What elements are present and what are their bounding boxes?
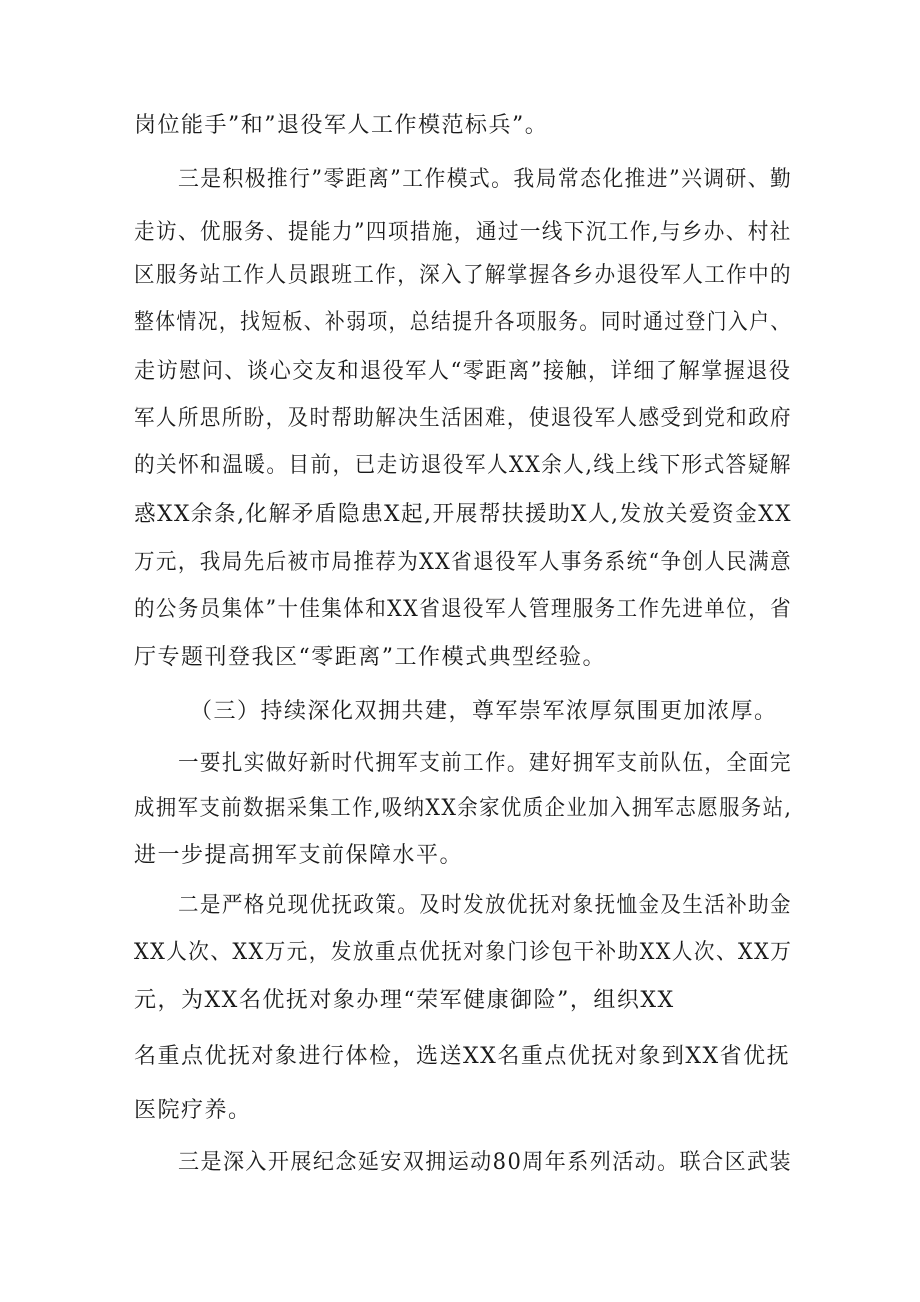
text-line: 的关怀和温暖。目前，已走访退役军人XX余人,线上线下形式答疑解 — [134, 453, 792, 478]
text-line: 军人所思所盼，及时帮助解决生活困难，使退役军人感受到党和政府 — [134, 406, 792, 431]
paragraph-first-line: 二是严格兑现优抚政策。及时发放优抚对象抚恤金及生活补助金 — [178, 893, 792, 918]
text-line: 厅专题刊登我区“零距离”工作模式典型经验。 — [134, 645, 606, 670]
text-line: 区服务站工作人员跟班工作，深入了解掌握各乡办退役军人工作中的 — [134, 263, 792, 288]
paragraph-first-line: 三是积极推行”零距离”工作模式。我局常态化推进”兴调研、勤 — [178, 167, 793, 192]
text-line: 元，为XX名优抚对象办理“荣军健康御险”，组织XX — [134, 988, 675, 1013]
paragraph-first-line: 三是深入开展纪念延安双拥运动80周年系列活动。联合区武装 — [178, 1150, 793, 1175]
paragraph-first-line: 一要扎实做好新时代拥军支前工作。建好拥军支前队伍，全面完 — [178, 751, 792, 776]
text-line: 整体情况，找短板、补弱项，总结提升各项服务。同时通过登门入户、 — [134, 310, 792, 335]
text-line: 万元，我局先后被市局推荐为XX省退役军人事务系统“争创人民满意 — [134, 550, 793, 575]
text-line: 走访、优服务、提能力”四项措施，通过一线下沉工作,与乡办、村社 — [134, 220, 792, 245]
text-line: 走访慰问、谈心交友和退役军人“零距离”接触，详细了解掌握退役 — [134, 359, 792, 384]
text-line: 医院疗养。 — [134, 1098, 252, 1123]
text-line: 岗位能手”和”退役军人工作模范标兵”。 — [134, 113, 549, 138]
text-line: 名重点优抚对象进行体检，选送XX名重点优抚对象到XX省优抚 — [134, 1044, 791, 1069]
text-line: XX人次、XX万元，发放重点优抚对象门诊包干补助XX人次、XX万 — [134, 940, 793, 965]
text-line: 进一步提高拥军支前保障水平。 — [134, 843, 464, 868]
section-heading: （三）持续深化双拥共建，尊军崇军浓厚氛围更加浓厚。 — [190, 699, 778, 724]
text-line: 的公务员集体”十佳集体和XX省退役军人管理服务工作先进单位，省 — [134, 597, 793, 622]
text-line: 惑XX余条,化解矛盾隐患X起,开展帮扶援助X人,发放关爱资金XX — [134, 502, 792, 527]
text-line: 成拥军支前数据采集工作,吸纳XX余家优质企业加入拥军志愿服务站, — [134, 796, 793, 821]
